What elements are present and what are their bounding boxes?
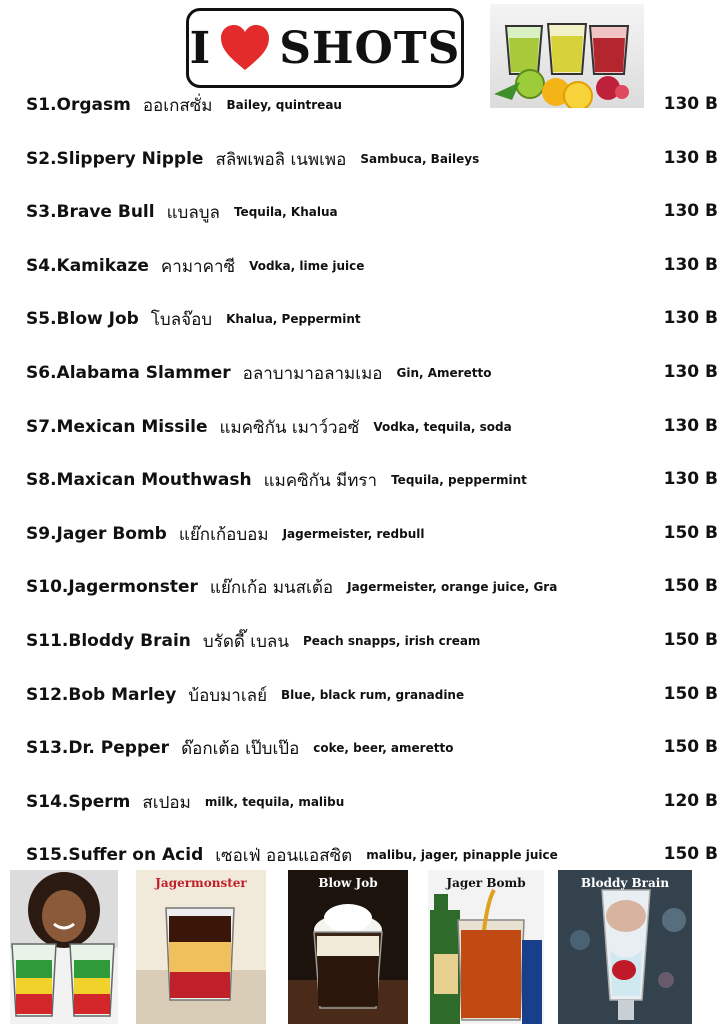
menu-item-price: 130 B	[663, 416, 718, 436]
menu-item-ingredients: coke, beer, ameretto	[313, 741, 454, 755]
menu-item-code: S1.	[26, 95, 57, 115]
menu-item	[26, 626, 720, 656]
menu-item-thai-name: แมคซิกัน เมาว์วอซั	[219, 417, 360, 438]
jager-bomb-shot-photo	[428, 870, 544, 1024]
menu-item-ingredients: Khalua, Peppermint	[226, 312, 361, 326]
blow-job-caption: Blow Job	[318, 876, 378, 890]
heart-icon	[219, 24, 271, 72]
menu-item-name: Maxican Mouthwash	[56, 470, 252, 490]
menu-item-code: S5.	[26, 309, 57, 329]
menu-item-thai-name: แมคซิกัน มีทรา	[263, 470, 378, 491]
i-love-shots-logo	[186, 8, 464, 88]
menu-item-price: 130 B	[663, 94, 718, 114]
bloddy-brain-caption: Bloddy Brain	[580, 876, 670, 890]
menu-item	[26, 465, 720, 495]
menu-item-ingredients: Jagermeister, orange juice, Gra	[347, 580, 558, 594]
menu-item-name: Jagermonster	[68, 577, 198, 597]
menu-item-code: S15.	[26, 845, 69, 865]
menu-item-thai-name: แย๊กเก้อ มนสเต้อ	[209, 577, 334, 598]
blow-job-shot-photo	[288, 870, 408, 1024]
menu-item-thai-name: แย๊กเก้อบอม	[178, 524, 269, 545]
menu-item-name: Bob Marley	[68, 685, 177, 705]
menu-item	[26, 840, 720, 870]
menu-item-thai-name: โบลจ๊อบ	[150, 309, 213, 330]
menu-item-code: S6.	[26, 363, 57, 383]
menu-item-ingredients: Bailey, quintreau	[226, 98, 342, 112]
menu-item-price: 150 B	[663, 737, 718, 757]
menu-item-code: S11.	[26, 631, 69, 651]
menu-item-thai-name: คามาคาซี	[160, 256, 236, 277]
menu-item-ingredients: Peach snapps, irish cream	[302, 634, 481, 648]
menu-item-code: S9.	[26, 524, 57, 544]
menu-item-thai-name: สลิพเพอลิ เนพเพอ	[215, 149, 347, 170]
jagermonster-shot-photo	[136, 870, 266, 1024]
menu-item-ingredients: malibu, jager, pinapple juice	[366, 848, 558, 862]
menu-item-price: 150 B	[663, 630, 718, 650]
menu-item-ingredients: Vodka, tequila, soda	[373, 420, 512, 434]
menu-item-name: Bloddy Brain	[68, 631, 191, 651]
menu-item-name: Blow Job	[56, 309, 139, 329]
menu-item-ingredients: Jagermeister, redbull	[282, 527, 425, 541]
menu-item-ingredients: Gin, Ameretto	[396, 366, 492, 380]
menu-item-name: Orgasm	[56, 95, 131, 115]
menu-item-price: 150 B	[663, 576, 718, 596]
menu-item-thai-name: ด๊อกเต้อ เป๊บเป๊อ	[181, 738, 300, 759]
menu-item-code: S12.	[26, 685, 69, 705]
menu-item	[26, 572, 720, 602]
menu-item-thai-name: อลาบามาอลามเมอ	[242, 363, 383, 384]
menu-item-code: S8.	[26, 470, 57, 490]
bloddy-brain-shot-photo	[558, 870, 692, 1024]
menu-item-name: Brave Bull	[56, 202, 155, 222]
bob-marley-shot-photo	[10, 870, 118, 1024]
menu-item-name: Dr. Pepper	[68, 738, 170, 758]
menu-item-ingredients: Blue, black rum, granadine	[281, 688, 465, 702]
menu-item-code: S13.	[26, 738, 69, 758]
menu-item-code: S4.	[26, 256, 57, 276]
jagermonster-caption: Jagermonster	[155, 876, 247, 890]
menu-item-thai-name: บ้อบมาเลย์	[188, 685, 268, 706]
logo-shots: SHOTS	[279, 22, 461, 74]
jager-bomb-caption: Jager Bomb	[446, 876, 526, 890]
menu-item-name: Jager Bomb	[56, 524, 167, 544]
menu-item-price: 130 B	[663, 255, 718, 275]
menu-item	[26, 197, 720, 227]
menu-item	[26, 680, 720, 710]
menu-item	[26, 519, 720, 549]
menu-item-thai-name: ออเกสซั่ม	[142, 95, 213, 116]
menu-item	[26, 144, 720, 174]
menu-item-price: 130 B	[663, 469, 718, 489]
menu-item-name: Kamikaze	[56, 256, 149, 276]
menu-item	[26, 251, 720, 281]
menu-item-name: Suffer on Acid	[68, 845, 204, 865]
menu-item-price: 130 B	[663, 362, 718, 382]
menu-item-name: Alabama Slammer	[56, 363, 231, 383]
menu-item-ingredients: milk, tequila, malibu	[204, 795, 345, 809]
menu-item-code: S7.	[26, 417, 57, 437]
menu-item-thai-name: เซอเฟ่ ออนแอสซิต	[215, 845, 353, 866]
menu-item-thai-name: บรัดดี๊ เบลน	[202, 631, 289, 652]
menu-item-code: S10.	[26, 577, 69, 597]
menu-item-code: S3.	[26, 202, 57, 222]
menu-item-ingredients: Tequila, peppermint	[391, 473, 527, 487]
logo-i: I	[189, 22, 212, 74]
menu-item	[26, 787, 720, 817]
menu-item	[26, 358, 720, 388]
menu-item-ingredients: Tequila, Khalua	[233, 205, 338, 219]
menu-item-price: 130 B	[663, 201, 718, 221]
menu-item-price: 130 B	[663, 308, 718, 328]
menu-item-price: 150 B	[663, 684, 718, 704]
menu-item-code: S2.	[26, 149, 57, 169]
menu-item	[26, 90, 720, 120]
menu-item-name: Sperm	[68, 792, 131, 812]
menu-item	[26, 412, 720, 442]
menu-item-price: 130 B	[663, 148, 718, 168]
menu-item-thai-name: แบลบูล	[166, 202, 220, 223]
menu-item-name: Mexican Missile	[56, 417, 208, 437]
menu-item	[26, 304, 720, 334]
menu-item-price: 150 B	[663, 844, 718, 864]
menu-item-ingredients: Sambuca, Baileys	[360, 152, 480, 166]
menu-item-price: 150 B	[663, 523, 718, 543]
menu-item-thai-name: สเปอม	[142, 792, 191, 813]
menu-item-price: 120 B	[663, 791, 718, 811]
menu-item-code: S14.	[26, 792, 69, 812]
menu-item	[26, 733, 720, 763]
menu-item-name: Slippery Nipple	[56, 149, 204, 169]
menu-item-ingredients: Vodka, lime juice	[249, 259, 365, 273]
